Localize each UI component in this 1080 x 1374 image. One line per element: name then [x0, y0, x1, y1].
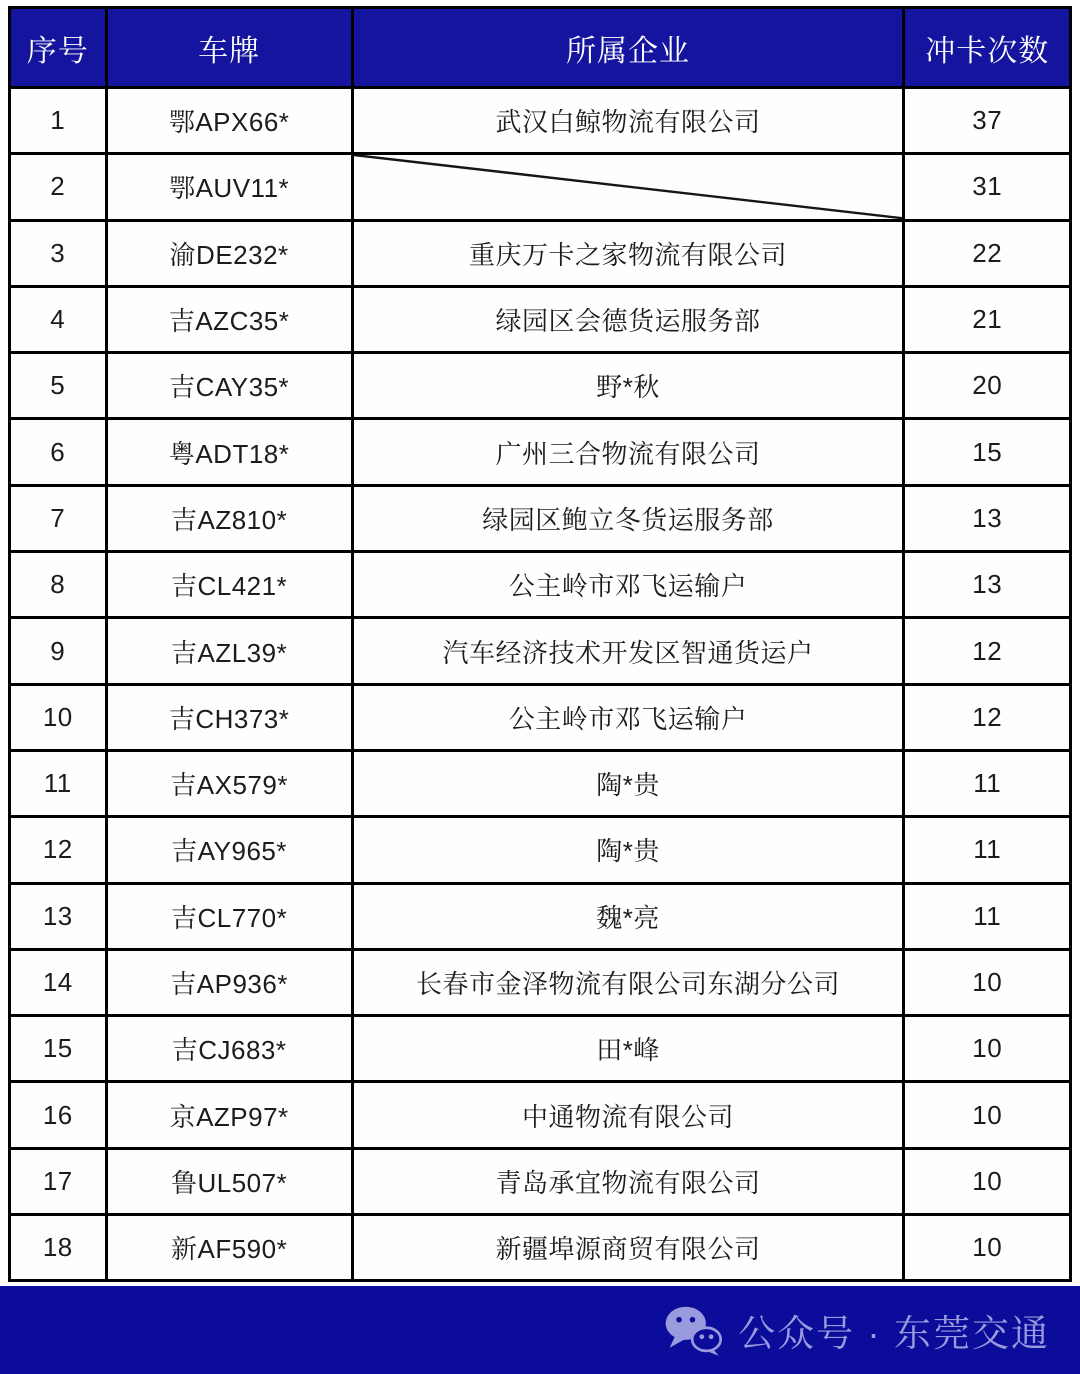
- count-cell: 20: [904, 353, 1071, 419]
- table-row: [10, 883, 1071, 949]
- plate-cell: 吉AX579*: [106, 750, 352, 816]
- column-header-1: 序号: [10, 8, 107, 88]
- count-cell: 13: [904, 485, 1071, 551]
- plate-cell: 京AZP97*: [106, 1082, 352, 1148]
- row-number-cell: 14: [10, 949, 107, 1015]
- table-row: [10, 220, 1071, 286]
- table-body: [10, 88, 1071, 1281]
- company-cell: 武汉白鲸物流有限公司: [352, 88, 904, 154]
- table-row: [10, 949, 1071, 1015]
- row-number-cell: 9: [10, 618, 107, 684]
- row-number-cell: 10: [10, 684, 107, 750]
- table-row: [10, 750, 1071, 816]
- row-number-cell: 3: [10, 220, 107, 286]
- plate-cell: 吉AZL39*: [106, 618, 352, 684]
- company-cell: 青岛承宜物流有限公司: [352, 1148, 904, 1214]
- company-cell: 长春市金泽物流有限公司东湖分公司: [352, 949, 904, 1015]
- table-row: [10, 1215, 1071, 1281]
- header-row: [10, 8, 1071, 88]
- table-row: [10, 684, 1071, 750]
- table-row: [10, 552, 1071, 618]
- table-row: [10, 817, 1071, 883]
- plate-cell: 粤ADT18*: [106, 419, 352, 485]
- company-cell: 公主岭市邓飞运输户: [352, 552, 904, 618]
- company-cell: 中通物流有限公司: [352, 1082, 904, 1148]
- plate-cell: 吉AZ810*: [106, 485, 352, 551]
- row-number-cell: 15: [10, 1016, 107, 1082]
- table-row: [10, 1148, 1071, 1214]
- table-row: [10, 154, 1071, 220]
- plate-cell: 吉AY965*: [106, 817, 352, 883]
- plate-cell: 吉CJ683*: [106, 1016, 352, 1082]
- wechat-icon: [662, 1304, 724, 1356]
- table-header: [10, 8, 1071, 88]
- company-cell: 陶*贵: [352, 750, 904, 816]
- company-cell: 田*峰: [352, 1016, 904, 1082]
- table-row: [10, 1016, 1071, 1082]
- row-number-cell: 6: [10, 419, 107, 485]
- column-header-3: 所属企业: [352, 8, 904, 88]
- plate-cell: 吉CAY35*: [106, 353, 352, 419]
- plate-cell: 吉CL770*: [106, 883, 352, 949]
- count-cell: 15: [904, 419, 1071, 485]
- row-number-cell: 8: [10, 552, 107, 618]
- row-number-cell: 11: [10, 750, 107, 816]
- plate-cell: 鄂AUV11*: [106, 154, 352, 220]
- count-cell: 21: [904, 286, 1071, 352]
- table-row: [10, 419, 1071, 485]
- company-cell: 野*秋: [352, 353, 904, 419]
- count-cell: 31: [904, 154, 1071, 220]
- violation-table: [8, 6, 1072, 1282]
- row-number-cell: 7: [10, 485, 107, 551]
- company-cell: 重庆万卡之家物流有限公司: [352, 220, 904, 286]
- company-cell: 绿园区鲍立冬货运服务部: [352, 485, 904, 551]
- table-row: [10, 286, 1071, 352]
- table-row: [10, 353, 1071, 419]
- row-number-cell: 16: [10, 1082, 107, 1148]
- wechat-account-label: 公众号 · 东莞交通: [738, 1313, 1050, 1354]
- plate-cell: 吉AZC35*: [106, 286, 352, 352]
- plate-cell: 鄂APX66*: [106, 88, 352, 154]
- company-cell: 广州三合物流有限公司: [352, 419, 904, 485]
- table-row: [10, 618, 1071, 684]
- plate-cell: 吉AP936*: [106, 949, 352, 1015]
- row-number-cell: 17: [10, 1148, 107, 1214]
- row-number-cell: 2: [10, 154, 107, 220]
- plate-cell: 渝DE232*: [106, 220, 352, 286]
- count-cell: 12: [904, 618, 1071, 684]
- plate-cell: 新AF590*: [106, 1215, 352, 1281]
- footer-banner: [0, 1286, 1080, 1374]
- count-cell: 11: [904, 883, 1071, 949]
- row-number-cell: 5: [10, 353, 107, 419]
- count-cell: 11: [904, 817, 1071, 883]
- company-cell: 汽车经济技术开发区智通货运户: [352, 618, 904, 684]
- table-row: [10, 88, 1071, 154]
- company-cell: [352, 154, 904, 220]
- diagonal-strikethrough: [354, 155, 903, 218]
- column-header-2: 车牌: [106, 8, 352, 88]
- column-header-4: 冲卡次数: [904, 8, 1071, 88]
- row-number-cell: 18: [10, 1215, 107, 1281]
- company-cell: 陶*贵: [352, 817, 904, 883]
- count-cell: 13: [904, 552, 1071, 618]
- row-number-cell: 13: [10, 883, 107, 949]
- table-row: [10, 1082, 1071, 1148]
- plate-cell: 吉CH373*: [106, 684, 352, 750]
- company-cell: 公主岭市邓飞运输户: [352, 684, 904, 750]
- count-cell: 22: [904, 220, 1071, 286]
- count-cell: 12: [904, 684, 1071, 750]
- plate-cell: 鲁UL507*: [106, 1148, 352, 1214]
- row-number-cell: 4: [10, 286, 107, 352]
- count-cell: 10: [904, 949, 1071, 1015]
- plate-cell: 吉CL421*: [106, 552, 352, 618]
- count-cell: 10: [904, 1215, 1071, 1281]
- company-cell: 魏*亮: [352, 883, 904, 949]
- company-cell: 新疆埠源商贸有限公司: [352, 1215, 904, 1281]
- count-cell: 37: [904, 88, 1071, 154]
- row-number-cell: 12: [10, 817, 107, 883]
- company-cell: 绿园区会德货运服务部: [352, 286, 904, 352]
- count-cell: 10: [904, 1082, 1071, 1148]
- count-cell: 10: [904, 1148, 1071, 1214]
- count-cell: 11: [904, 750, 1071, 816]
- row-number-cell: 1: [10, 88, 107, 154]
- table-row: [10, 485, 1071, 551]
- count-cell: 10: [904, 1016, 1071, 1082]
